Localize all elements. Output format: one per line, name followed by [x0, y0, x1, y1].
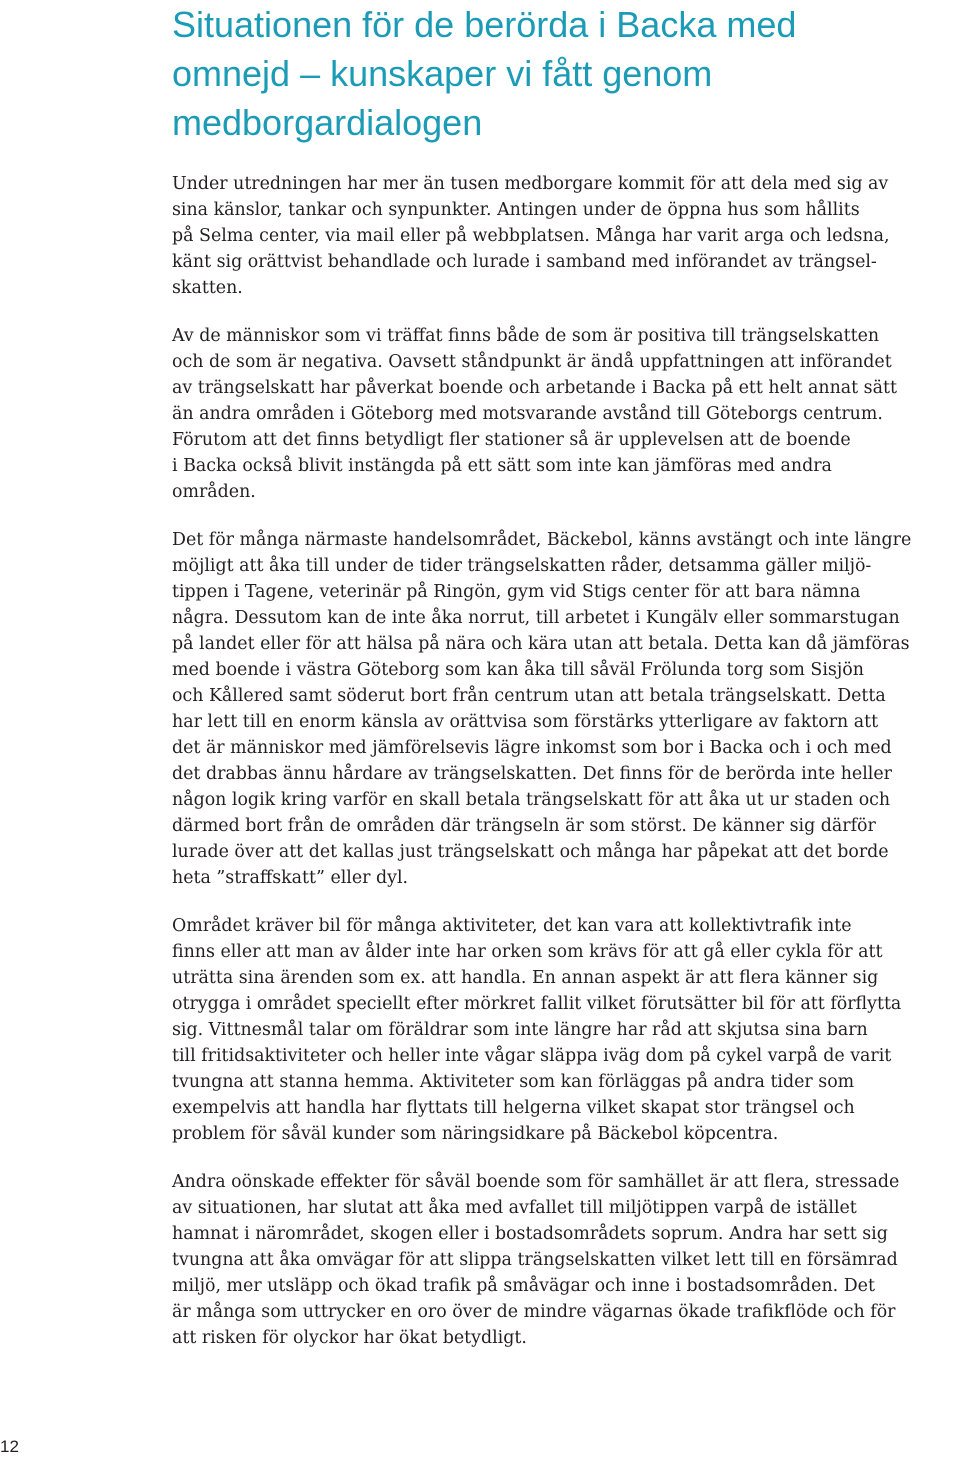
text-line: tvungna att stanna hemma. Aktiviteter som kan förläggas på andra tider som	[172, 1072, 855, 1092]
paragraph-2	[172, 323, 960, 505]
text-line: lurade över att det kallas just trängselskatt och många har påpekat att det borde	[172, 842, 889, 862]
paragraph-5	[172, 1169, 960, 1351]
text-line: sig. Vittnesmål talar om föräldrar som inte längre har råd att skjutsa sina barn	[172, 1020, 868, 1040]
text-line: Det för många närmaste handelsområdet, Bäckebol, känns avstängt och inte längre	[172, 530, 912, 550]
text-line: miljö, mer utsläpp och ökad trafik på småvägar och inne i bostadsområden. Det	[172, 1276, 875, 1296]
text-line: heta ”straffskatt” eller dyl.	[172, 868, 409, 888]
paragraph-4	[172, 913, 960, 1147]
text-line: det är människor med jämförelsevis lägre inkomst som bor i Backa och i och med	[172, 738, 892, 758]
text-line: otrygga i området speciellt efter mörkret fallit vilket förutsätter bil för att förflytta	[172, 994, 902, 1014]
text-line: Andra oönskade effekter för såväl boende som för samhället är att flera, stressade	[172, 1172, 900, 1192]
text-line: Av de människor som vi träffat finns både de som är positiva till trängselskatten	[172, 326, 880, 346]
text-line: och de som är negativa. Oavsett ståndpunkt är ändå uppfattningen att införandet	[172, 352, 892, 372]
text-line: känt sig orättvist behandlade och lurade i samband med införandet av trängsel-	[172, 252, 877, 272]
text-line: är många som uttrycker en oro över de mindre vägarnas ökade trafikflöde och för	[172, 1302, 896, 1322]
text-line: skatten.	[172, 278, 243, 298]
page-number: 12	[0, 1437, 19, 1456]
title-line: omnejd – kunskaper vi fått genom	[172, 53, 713, 94]
text-line: det drabbas ännu hårdare av trängselskatten. Det finns för de berörda inte heller	[172, 764, 892, 784]
text-line: därmed bort från de områden där trängseln är som störst. De känner sig därför	[172, 816, 876, 836]
text-line: och Kållered samt söderut bort från centrum utan att betala trängselskatt. Detta	[172, 686, 886, 706]
text-line: på landet eller för att hälsa på nära och kära utan att betala. Detta kan då jämföras	[172, 634, 910, 654]
text-line: några. Dessutom kan de inte åka norrut, till arbetet i Kungälv eller sommarstugan	[172, 608, 900, 628]
text-line: möjligt att åka till under de tider trängselskatten råder, detsamma gäller miljö-	[172, 556, 872, 576]
text-line: finns eller att man av ålder inte har orken som krävs för att gå eller cykla för att	[172, 942, 883, 962]
text-line: någon logik kring varför en skall betala trängselskatt för att åka ut ur staden och	[172, 790, 891, 810]
text-line: av trängselskatt har påverkat boende och arbetande i Backa på ett helt annat sätt	[172, 378, 897, 398]
text-line: Förutom att det finns betydligt fler stationer så är upplevelsen att de boende	[172, 430, 851, 450]
text-line: till fritidsaktiviteter och heller inte vågar släppa iväg dom på cykel varpå de varit	[172, 1046, 892, 1066]
title-line: Situationen för de berörda i Backa med	[172, 4, 797, 45]
text-line: i Backa också blivit instängda på ett sätt som inte kan jämföras med andra	[172, 456, 832, 476]
text-line: tippen i Tagene, veterinär på Ringön, gym vid Stigs center för att bara nämna	[172, 582, 861, 602]
title-line: medborgardialogen	[172, 102, 483, 143]
text-line: exempelvis att handla har flyttats till helgerna vilket skapat stor trängsel och	[172, 1098, 855, 1118]
text-line: områden.	[172, 482, 256, 502]
text-line: av situationen, har slutat att åka med avfallet till miljötippen varpå de istället	[172, 1198, 857, 1218]
paragraph-1	[172, 171, 960, 301]
page-title	[172, 0, 942, 147]
text-line: sina känslor, tankar och synpunkter. Antingen under de öppna hus som hållits	[172, 200, 860, 220]
text-line: uträtta sina ärenden som ex. att handla. En annan aspekt är att flera känner sig	[172, 968, 879, 988]
paragraph-3	[172, 527, 960, 891]
text-line: hamnat i närområdet, skogen eller i bostadsområdets soprum. Andra har sett sig	[172, 1224, 888, 1244]
text-line: att risken för olyckor har ökat betydligt.	[172, 1328, 527, 1348]
text-line: än andra områden i Göteborg med motsvarande avstånd till Göteborgs centrum.	[172, 404, 883, 424]
text-line: har lett till en enorm känsla av orättvisa som förstärks ytterligare av faktorn att	[172, 712, 879, 732]
text-line: Under utredningen har mer än tusen medborgare kommit för att dela med sig av	[172, 174, 889, 194]
text-line: på Selma center, via mail eller på webbplatsen. Många har varit arga och ledsna,	[172, 226, 890, 246]
text-line: Området kräver bil för många aktiviteter, det kan vara att kollektivtrafik inte	[172, 916, 852, 936]
text-line: med boende i västra Göteborg som kan åka till såväl Frölunda torg som Sisjön	[172, 660, 864, 680]
text-line: problem för såväl kunder som näringsidkare på Bäckebol köpcentra.	[172, 1124, 779, 1144]
body-text	[172, 171, 960, 1373]
text-line: tvungna att åka omvägar för att slippa trängselskatten vilket lett till en försämrad	[172, 1250, 898, 1270]
